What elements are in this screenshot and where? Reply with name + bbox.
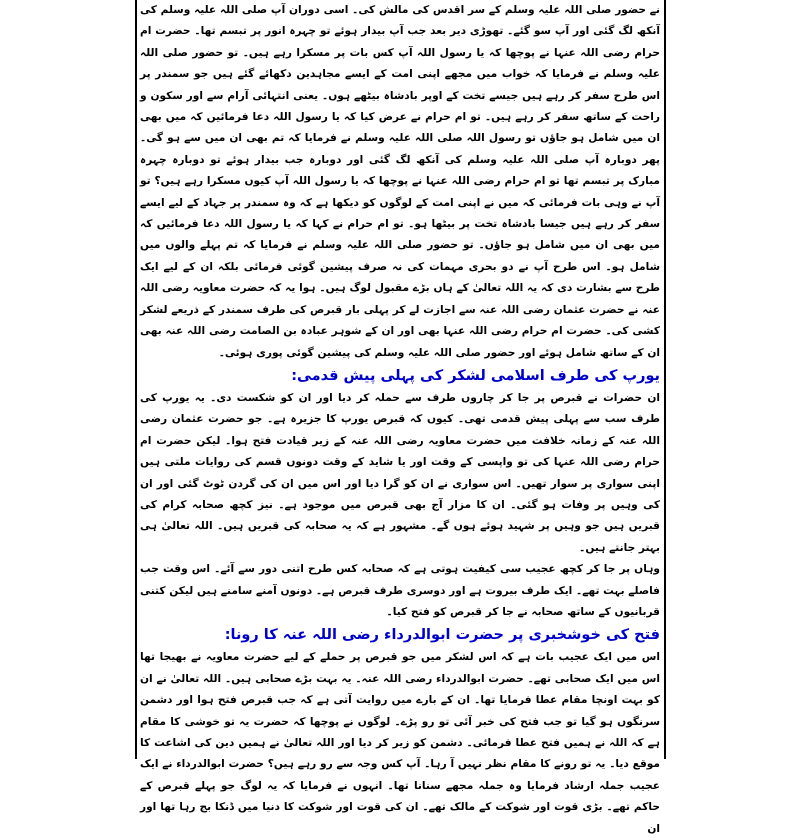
left-margin-rule (135, 0, 137, 759)
heading-abu-darda-weeping: فتح کی خوشخبری پر حضرت ابوالدرداء رضی اللہ عنہ کا رونا: (224, 627, 660, 644)
paragraph-cyprus-conquest: ان حضرات نے قبرص پر جا کر چاروں طرف سے حملہ کر دیا اور ان کو شکست دی۔ یہ یورپ کی طرف سب سے پہلی پیش قدمی تھی۔ کیوں کہ قبرص یورپ کا جزیرہ ہے۔ جو حضرت عثمان رضی اللہ عنہ کے زمانہ خلافت میں حضرت معاویہ رضی اللہ عنہ کے زیر قیادت فتح ہوا۔ لیکن حضرت ام حرام رضی اللہ عنہا کی تو واپسی کے وقت اور یا شاید کے وقت دونوں قسم کی روایات ملتی ہیں اپنی سواری پر سوار تھیں۔ اس سواری نے ان کو گرا دیا اور اس میں ان کی گردن ٹوٹ گئی اور ان کی وہیں پر وفات ہو گئی۔ ان کا مزار آج بھی قبرص میں موجود ہے۔ نیز کچھ صحابہ کرام کی قبریں ہیں جو وہیں پر شہید ہوئے ہوں گے۔ مشہور ہے کہ یہ صحابہ کی قبریں ہیں۔ اللہ تعالیٰ ہی بہتر جانتے ہیں۔ (140, 391, 660, 554)
paragraph-beirut-cyprus: وہاں پر جا کر کچھ عجیب سی کیفیت ہوتی ہے کہ صحابہ کس طرح اتنی دور سے آئے۔ اس وقت جب فاصلے بہت تھے۔ ایک طرف بیروت ہے اور دوسری طرف قبرص ہے۔ دونوں آمنے سامنے ہیں لیکن کتنی قربانیوں کے ساتھ صحابہ نے جا کر قبرص کو فتح کیا۔ (140, 563, 660, 618)
urdu-text-column (140, 0, 660, 835)
right-margin-rule (664, 0, 666, 759)
heading-europe-advance: یورپ کی طرف اسلامی لشکر کی پہلی پیش قدمی: (291, 367, 660, 384)
paragraph-abu-darda: اس میں ایک عجیب بات ہے کہ اس لشکر میں جو قبرص پر حملے کے لیے حضرت معاویہ نے بھیجا تھا اس میں ایک صحابی تھے۔ حضرت ابوالدرداء رضی اللہ عنہ۔ یہ بہت بڑے صحابی ہیں۔ اللہ تعالیٰ نے ان کو بہت اونچا مقام عطا فرمایا تھا۔ ان کے بارے میں روایت آتی ہے کہ جب قبرص فتح ہوا اور دشمن سرنگوں ہو گیا تو جب فتح کی خبر آئی تو رو پڑے۔ لوگوں نے پوچھا کہ حضرت یہ تو خوشی کا مقام ہے کہ اللہ نے ہمیں فتح عطا فرمائی۔ دشمن کو زیر کر دیا اور اللہ تعالیٰ نے ہمیں دین کی اشاعت کا موقع دیا۔ یہ تو رونے کا مقام نظر نہیں آ رہا۔ آپ کس وجہ سے رو رہے ہیں؟ حضرت ابوالدرداء نے ایک عجیب جملہ ارشاد فرمایا وہ جملہ مجھے سنانا تھا۔ انہوں نے فرمایا کہ یہ لوگ جو پہلے قبرص کے حاکم تھے۔ بڑی قوت اور شوکت کے مالک تھے۔ ان کی قوت اور شوکت کا دنیا میں ڈنکا بج رہا تھا اور ان (140, 651, 660, 835)
paragraph-hadith-narration: نے حضور صلی اللہ علیہ وسلم کے سر اقدس کی مالش کی۔ اسی دوران آپ صلی اللہ علیہ وسلم کی آنکھ لگ گئی اور آپ سو گئے۔ تھوڑی دیر بعد جب آپ بیدار ہوئے تو چہرہ انور پر تبسم تھا۔ حضرت ام حرام رضی اللہ عنہا نے پوچھا کہ یا رسول اللہ آپ کس بات پر مسکرا رہے ہیں۔ تو حضور صلی اللہ علیہ وسلم نے فرمایا کہ خواب میں مجھے اپنی امت کے ایسے مجاہدین دکھائے گئے ہیں جو سمندر پر اس طرح سفر کر رہے ہیں جیسے تخت کے اوپر بادشاہ بیٹھے ہوں۔ یعنی انتہائی آرام سے اور سکون و راحت کے ساتھ سفر کر رہے ہیں۔ تو ام حرام نے عرض کیا کہ یا رسول اللہ دعا فرمائیں کہ میں بھی ان میں شامل ہو جاؤں تو رسول اللہ صلی اللہ علیہ وسلم نے فرمایا کہ تم بھی ان میں سے ہو گی۔ پھر دوبارہ آپ صلی اللہ علیہ وسلم کی آنکھ لگ گئی اور دوبارہ جب بیدار ہوئے تو دوبارہ چہرہ مبارک پر تبسم تھا تو ام حرام رضی اللہ عنہا نے پوچھا کہ یا رسول اللہ آپ کیوں مسکرا رہے ہیں؟ تو آپ نے وہی بات فرمائی کہ میں نے اپنی امت کے لوگوں کو دیکھا ہے کہ وہ سمندر پر جہاد کے لیے ایسے سفر کر رہے ہیں جیسا بادشاہ تخت پر بیٹھا ہو۔ تو ام حرام نے کہا کہ یا رسول اللہ دعا فرمائیں کہ میں بھی ان میں شامل ہو جاؤں۔ تو حضور صلی اللہ علیہ وسلم نے فرمایا کہ تم پہلے والوں میں شامل ہو۔ اس طرح آپ نے دو بحری مہمات کی نہ صرف پیشین گوئی فرمائی بلکہ ان کے لیے ایک طرح سے بشارت دی کہ یہ اللہ تعالیٰ کے ہاں بڑے مقبول لوگ ہیں۔ ہوا یہ کہ حضرت معاویہ رضی اللہ عنہ نے حضرت عثمان رضی اللہ عنہ سے اجازت لے کر پہلی بار قبرص کی طرف سمندر کے ذریعے لشکر کشی کی۔ حضرت ام حرام رضی اللہ عنہا بھی اور ان کے شوہر عبادہ بن الصامت رضی اللہ عنہ بھی ان کے ساتھ شامل ہوئے اور حضور صلی اللہ علیہ وسلم کی پیشین گوئی پوری ہوئی۔ (140, 4, 660, 359)
